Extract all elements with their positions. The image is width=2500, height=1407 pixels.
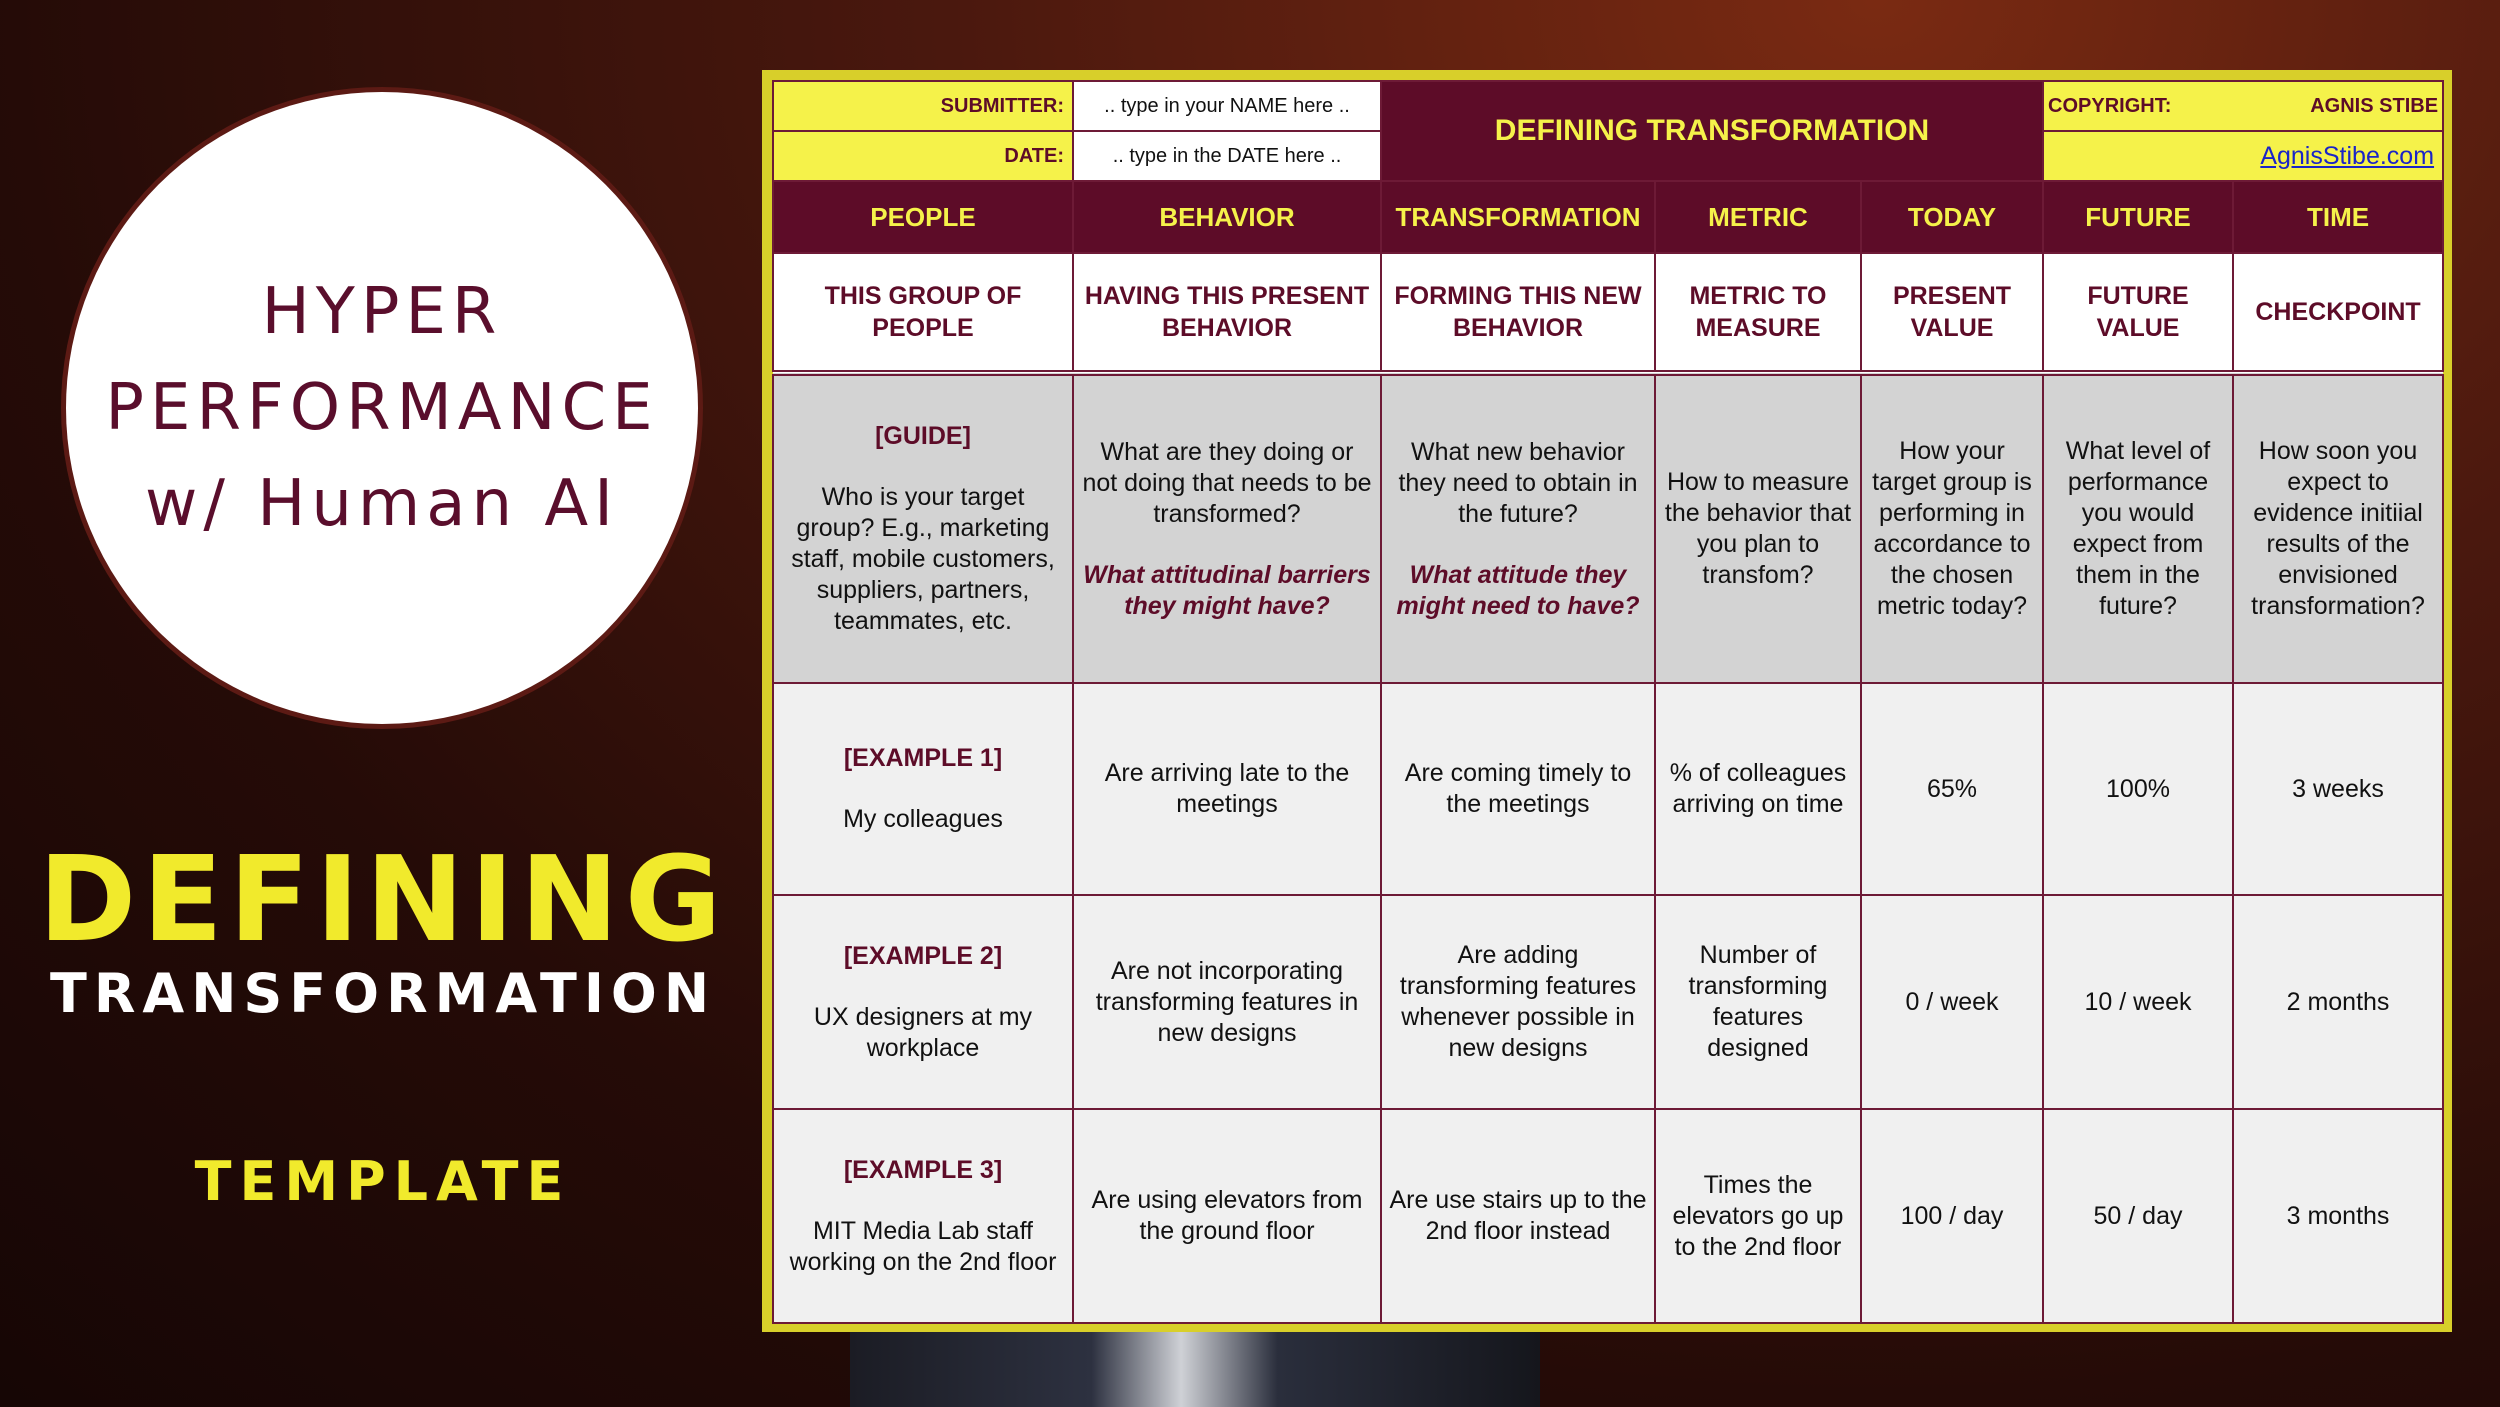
example-2-today[interactable]: 0 / week bbox=[1861, 895, 2043, 1109]
guide-people bbox=[773, 373, 1073, 683]
example-1-metric[interactable]: % of colleagues arriving on time bbox=[1655, 683, 1861, 895]
guide-tag: [GUIDE] bbox=[875, 422, 971, 450]
guide-today: How your target group is performing in accordance to the chosen metric today? bbox=[1861, 373, 2043, 683]
guide-future: What level of performance you would expect from them in the future? bbox=[2043, 373, 2233, 683]
example-1-tag: [EXAMPLE 1] bbox=[843, 744, 1003, 772]
subheader-time: CHECKPOINT bbox=[2233, 253, 2443, 373]
badge-line-2: PERFORMANCE bbox=[105, 371, 659, 445]
example-3-today[interactable]: 100 / day bbox=[1861, 1109, 2043, 1323]
example-2-future[interactable]: 10 / week bbox=[2043, 895, 2233, 1109]
defining-title: DEFINING bbox=[38, 830, 728, 968]
example-1-people-text: My colleagues bbox=[843, 805, 1003, 833]
example-3-people[interactable] bbox=[773, 1109, 1073, 1323]
example-3-future[interactable]: 50 / day bbox=[2043, 1109, 2233, 1323]
col-header-time: TIME bbox=[2233, 181, 2443, 253]
date-label: DATE: bbox=[773, 131, 1073, 181]
badge-line-1: HYPER bbox=[261, 275, 503, 349]
guide-metric: How to measure the behavior that you plan to transfom? bbox=[1655, 373, 1861, 683]
badge-line-3: w/ Human AI bbox=[144, 467, 620, 541]
guide-time: How soon you expect to evidence initiial results of the envisioned transformation? bbox=[2233, 373, 2443, 683]
example-2-people-text: UX designers at my workplace bbox=[813, 1002, 1033, 1062]
example-3-people-text: MIT Media Lab staff working on the 2nd floor bbox=[789, 1216, 1057, 1276]
col-header-transformation: TRANSFORMATION bbox=[1381, 181, 1655, 253]
col-header-today: TODAY bbox=[1861, 181, 2043, 253]
example-1-behavior[interactable]: Are arriving late to the meetings bbox=[1073, 683, 1381, 895]
submitter-label: SUBMITTER: bbox=[773, 81, 1073, 131]
copyright-cell bbox=[2043, 81, 2443, 131]
example-2-transformation[interactable]: Are adding transforming features whenever possible in new designs bbox=[1381, 895, 1655, 1109]
transformation-table bbox=[772, 80, 2444, 1324]
copyright-label: COPYRIGHT: bbox=[2048, 94, 2172, 117]
copyright-link-cell bbox=[2043, 131, 2443, 181]
subheader-today: PRESENT VALUE bbox=[1861, 253, 2043, 373]
guide-behavior-text: What are they doing or not doing that needs to be transformed? bbox=[1082, 437, 1372, 528]
subheader-future: FUTURE VALUE bbox=[2043, 253, 2233, 373]
subheader-transformation: FORMING THIS NEW BEHAVIOR bbox=[1381, 253, 1655, 373]
example-2-people[interactable] bbox=[773, 895, 1073, 1109]
submitter-name-field[interactable]: .. type in your NAME here .. bbox=[1073, 81, 1381, 131]
hyper-performance-badge bbox=[72, 98, 692, 718]
col-header-future: FUTURE bbox=[2043, 181, 2233, 253]
guide-behavior-emph: What attitudinal barriers they might have? bbox=[1083, 560, 1371, 620]
example-1-today[interactable]: 65% bbox=[1861, 683, 2043, 895]
guide-transformation-emph: What attitude they might need to have? bbox=[1396, 560, 1640, 620]
transformation-subtitle: TRANSFORMATION bbox=[49, 962, 717, 1025]
example-2-behavior[interactable]: Are not incorporating transforming features in new designs bbox=[1073, 895, 1381, 1109]
col-header-behavior: BEHAVIOR bbox=[1073, 181, 1381, 253]
date-field[interactable]: .. type in the DATE here .. bbox=[1073, 131, 1381, 181]
subheader-people: THIS GROUP OF PEOPLE bbox=[773, 253, 1073, 373]
guide-behavior bbox=[1073, 373, 1381, 683]
template-label: TEMPLATE bbox=[194, 1150, 572, 1213]
col-header-metric: METRIC bbox=[1655, 181, 1861, 253]
example-3-behavior[interactable]: Are using elevators from the ground floor bbox=[1073, 1109, 1381, 1323]
example-3-metric[interactable]: Times the elevators go up to the 2nd floor bbox=[1655, 1109, 1861, 1323]
example-3-time[interactable]: 3 months bbox=[2233, 1109, 2443, 1323]
example-2-tag: [EXAMPLE 2] bbox=[843, 941, 1003, 970]
example-2-metric[interactable]: Number of transforming features designed bbox=[1655, 895, 1861, 1109]
example-3-transformation[interactable]: Are use stairs up to the 2nd floor instead bbox=[1381, 1109, 1655, 1323]
guide-transformation bbox=[1381, 373, 1655, 683]
example-1-transformation[interactable]: Are coming timely to the meetings bbox=[1381, 683, 1655, 895]
example-1-time[interactable]: 3 weeks bbox=[2233, 683, 2443, 895]
example-2-time[interactable]: 2 months bbox=[2233, 895, 2443, 1109]
example-1-people[interactable] bbox=[773, 683, 1073, 895]
subheader-metric: METRIC TO MEASURE bbox=[1655, 253, 1861, 373]
col-header-people: PEOPLE bbox=[773, 181, 1073, 253]
transformation-sheet bbox=[762, 70, 2452, 1332]
subheader-behavior: HAVING THIS PRESENT BEHAVIOR bbox=[1073, 253, 1381, 373]
sheet-title: DEFINING TRANSFORMATION bbox=[1381, 81, 2043, 181]
guide-transformation-text: What new behavior they need to obtain in the future? bbox=[1398, 437, 1638, 528]
example-1-future[interactable]: 100% bbox=[2043, 683, 2233, 895]
copyright-link[interactable]: AgnisStibe.com bbox=[2260, 141, 2435, 170]
copyright-name: AGNIS STIBE bbox=[2310, 94, 2439, 117]
guide-people-text: Who is your target group? E.g., marketing staff, mobile customers, suppliers, partners, teammates, etc. bbox=[791, 483, 1055, 635]
example-3-tag: [EXAMPLE 3] bbox=[843, 1155, 1003, 1184]
